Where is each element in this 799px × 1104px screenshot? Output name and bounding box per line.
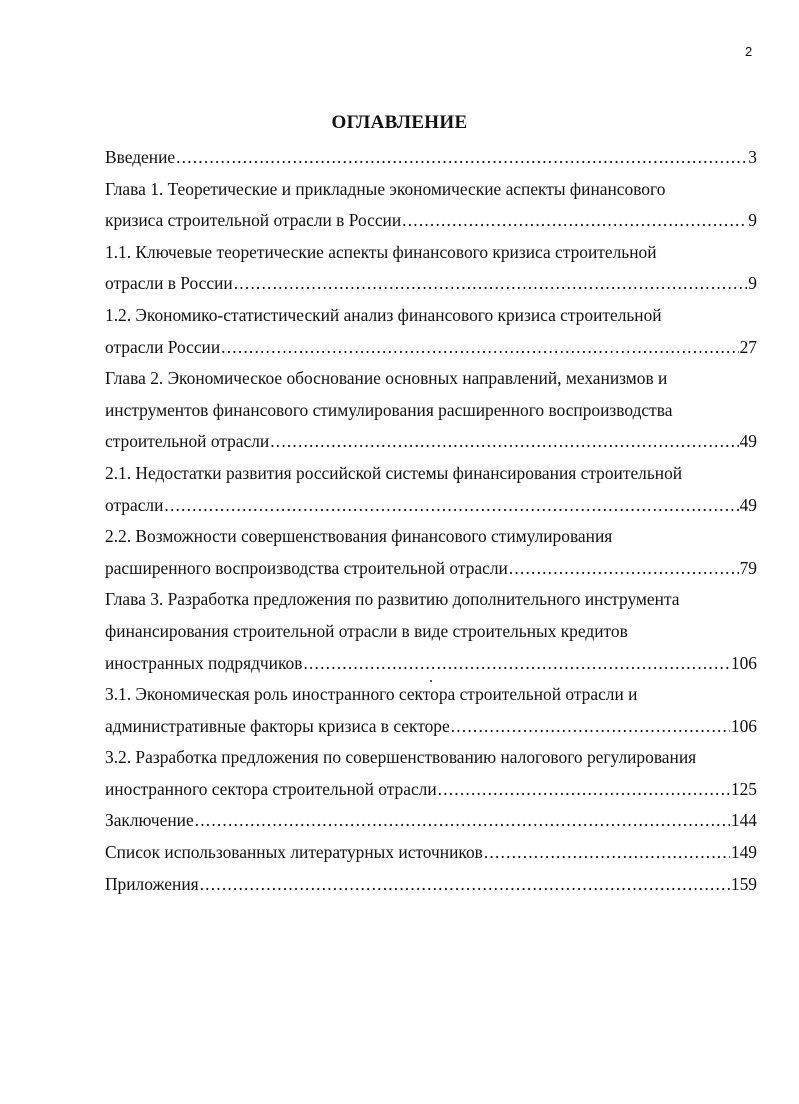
toc-page-number: 149 [730,842,757,863]
toc-page-number: 49 [739,431,757,452]
toc-entry-section-3-1 [105,679,757,742]
dot-leader [484,837,730,869]
toc-entry-title-line: Глава 2. Экономическое обоснование основных направлений, механизмов и [105,368,668,389]
toc-entry-line [105,837,757,869]
toc-page-number: 106 [730,715,757,736]
toc-entry-title: строительной отрасли [105,431,270,452]
toc-page-number: 125 [730,778,757,799]
dot-leader [451,711,730,743]
toc-entry-line [105,332,757,364]
toc-entry-title: иностранных подрядчиков [105,652,303,673]
toc-entry-line [105,648,757,680]
dot-leader [270,426,738,458]
dot-leader [303,648,729,680]
toc-entry-line [105,426,757,458]
toc-entry-references [105,837,757,869]
table-of-contents [105,142,757,900]
toc-entry-line [105,553,757,585]
toc-entry-title: иностранного сектора строительной отрасли [105,778,437,799]
toc-entry-title-line: Глава 3. Разработка предложения по развитию дополнительного инструмента [105,589,680,610]
toc-entry-line [105,490,757,522]
toc-entry-title: Введение [105,147,176,167]
toc-entry-title: отрасли России [105,336,221,357]
page-title: ОГЛАВЛЕНИЕ [331,112,468,133]
toc-entry-section-2-1 [105,458,757,521]
toc-page-number: 9 [748,273,757,294]
dot-leader [402,205,747,237]
toc-entry-section-1-1 [105,237,757,300]
dot-leader [509,553,739,585]
toc-entry-title-line: 1.1. Ключевые теоретические аспекты финансового кризиса строительной [105,241,657,262]
toc-entry-chapter-1 [105,174,757,237]
dot-leader [164,490,738,522]
toc-page-number: 79 [739,557,757,578]
toc-entry-line [105,774,757,806]
toc-entry-title: отрасли [105,494,164,515]
toc-entry-section-2-2 [105,521,757,584]
toc-page-number: 3 [748,147,757,167]
dot-leader [176,142,747,174]
toc-entry-title-line: 2.2. Возможности совершенствования финансового стимулирования [105,526,613,547]
scan-speck [430,680,432,682]
toc-entry-line [105,268,757,300]
dot-leader [221,332,738,364]
toc-entry-line [105,142,757,174]
toc-entry-chapter-3 [105,584,757,679]
toc-entry-line [105,711,757,743]
toc-entry-section-1-2 [105,300,757,363]
toc-entry-title-line: Глава 1. Теоретические и прикладные экономические аспекты финансового [105,178,666,199]
toc-entry-line [105,869,757,901]
toc-entry-title: административные факторы кризиса в секторе [105,715,450,736]
toc-page-number: 9 [748,210,757,231]
toc-entry-title-line: инструментов финансового стимулирования расширенного воспроизводства [105,399,673,420]
toc-page-number: 27 [739,336,757,357]
toc-entry-title: Список использованных литературных источников [105,842,483,863]
toc-entry-conclusion [105,805,757,837]
toc-entry-title-line: финансирования строительной отрасли в виде строительных кредитов [105,620,628,641]
dot-leader [195,805,730,837]
toc-page-number: 106 [730,652,757,673]
toc-entry-title: кризиса строительной отрасли в России [105,210,402,231]
dot-leader [438,774,730,806]
toc-entry-title-line: 1.2. Экономико-статистический анализ финансового кризиса строительной [105,304,662,325]
toc-entry-title: отрасли в России [105,273,233,294]
toc-entry-line [105,205,757,237]
toc-entry-appendices [105,869,757,901]
toc-page-number: 144 [730,810,757,831]
toc-entry-section-3-2 [105,742,757,805]
toc-entry-chapter-2 [105,363,757,458]
toc-entry-introduction [105,142,757,174]
toc-entry-title: расширенного воспроизводства строительной отрасли [105,557,508,578]
toc-entry-line [105,805,757,837]
toc-entry-title-line: 2.1. Недостатки развития российской системы финансирования строительной [105,462,683,483]
toc-entry-title: Заключение [105,810,194,831]
toc-entry-title-line: 3.1. Экономическая роль иностранного сектора строительной отрасли и [105,684,638,705]
dot-leader [200,869,730,901]
toc-page-number: 159 [730,873,757,894]
toc-entry-title: Приложения [105,873,199,894]
toc-entry-title-line: 3.2. Разработка предложения по совершенствованию налогового регулирования [105,747,697,768]
dot-leader [234,268,748,300]
toc-page-number: 49 [739,494,757,515]
page-number: 2 [745,44,753,59]
